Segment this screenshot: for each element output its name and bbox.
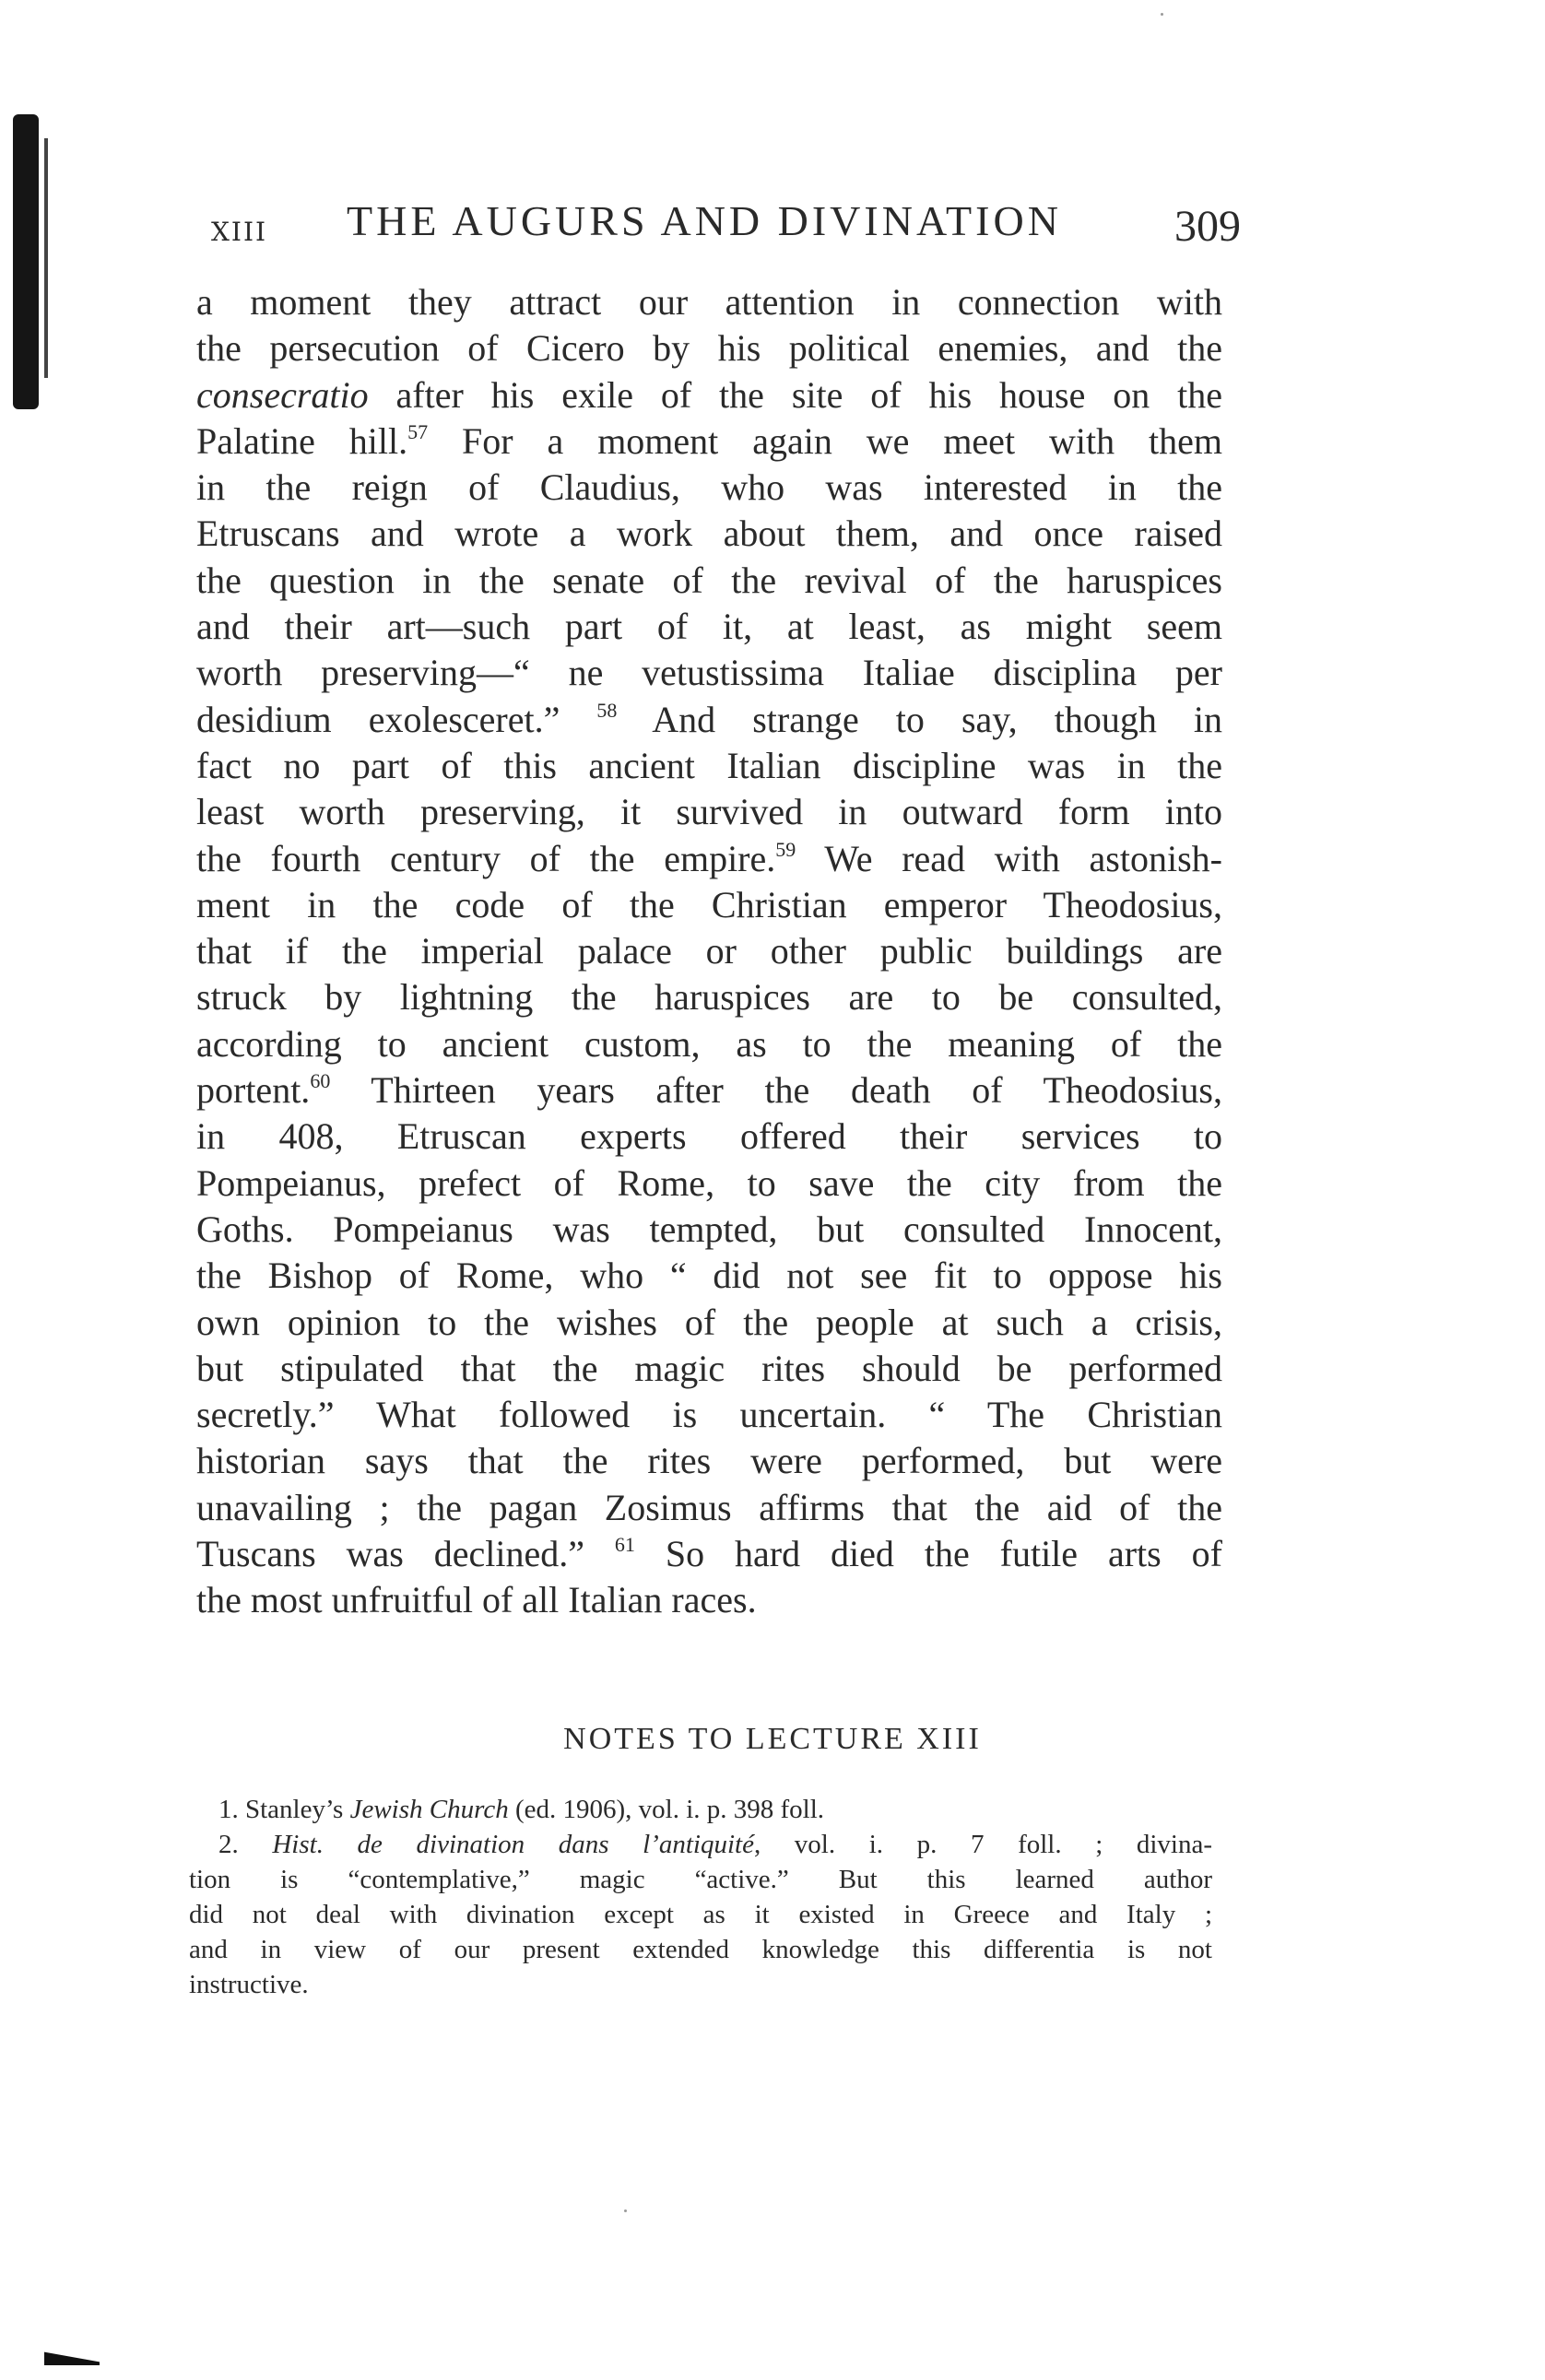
text-line bbox=[196, 1300, 1222, 1346]
line-text: and their art—such part of it, at least, as might seem bbox=[196, 606, 1222, 648]
note-number: 1. bbox=[218, 1795, 239, 1824]
line-text: the fourth century of the empire. bbox=[196, 837, 776, 879]
footnote-ref: 61 bbox=[614, 1533, 635, 1557]
line-text: portent. bbox=[196, 1069, 311, 1112]
running-head bbox=[211, 196, 1241, 261]
text-line bbox=[196, 697, 1222, 743]
text-line bbox=[196, 1531, 1222, 1577]
text-line bbox=[196, 743, 1222, 789]
line-text: own opinion to the wishes of the people at such a crisis, bbox=[196, 1301, 1222, 1343]
line-text: We read with astonish- bbox=[796, 837, 1222, 879]
line-text: worth preserving—“ ne vetustissima Italiae disciplina per bbox=[196, 652, 1222, 694]
line-text: unavailing ; the pagan Zosimus affirms that the aid of the bbox=[196, 1486, 1222, 1528]
text-line bbox=[196, 1253, 1222, 1299]
text-line bbox=[196, 1577, 1222, 1623]
note-title: Hist. de divination dans l’antiquité bbox=[272, 1830, 754, 1859]
line-text: So hard died the futile arts of bbox=[634, 1533, 1222, 1575]
notes-section bbox=[189, 1792, 1212, 2002]
paper-speck bbox=[624, 2209, 627, 2212]
paper-speck bbox=[1161, 13, 1163, 16]
line-text: For a moment again we meet with them bbox=[428, 419, 1222, 462]
notes-heading: NOTES TO LECTURE XIII bbox=[563, 1722, 982, 1756]
line-text: Tuscans was declined.” bbox=[196, 1533, 615, 1575]
footnote-ref: 59 bbox=[775, 837, 796, 861]
note-line: did not deal with divination except as it existed in Greece and Italy ; bbox=[189, 1900, 1212, 1929]
page-number: 309 bbox=[1174, 202, 1241, 251]
line-text: according to ancient custom, as to the meaning of the bbox=[196, 1022, 1222, 1065]
footnote-ref: 57 bbox=[407, 419, 429, 443]
text-line bbox=[196, 465, 1222, 511]
text-line bbox=[196, 836, 1222, 882]
line-text: the persecution of Cicero by his political enemies, and the bbox=[196, 327, 1222, 370]
note-number: 2. bbox=[218, 1830, 239, 1859]
note-line: instructive. bbox=[189, 1970, 309, 1999]
note-title: Jewish Church bbox=[349, 1795, 509, 1824]
text-line bbox=[196, 1485, 1222, 1531]
main-text bbox=[196, 279, 1222, 1624]
text-line bbox=[196, 1438, 1222, 1484]
note-line: and in view of our present extended knowledge this differentia is not bbox=[189, 1935, 1212, 1964]
page-title: THE AUGURS AND DIVINATION bbox=[347, 197, 1062, 244]
text-line bbox=[196, 1207, 1222, 1253]
note-line bbox=[189, 1827, 1212, 1862]
note-text: , vol. i. p. 7 foll. ; divina- bbox=[753, 1830, 1212, 1859]
line-text: the question in the senate of the revival of the haruspices bbox=[196, 559, 1222, 601]
note-2 bbox=[189, 1827, 1212, 2002]
line-text: a moment they attract our attention in connection with bbox=[196, 281, 1222, 323]
footnote-ref: 58 bbox=[596, 698, 618, 722]
line-text: Palatine hill. bbox=[196, 419, 408, 462]
line-text: secretly.” What followed is uncertain. “ The Christian bbox=[196, 1394, 1222, 1436]
text-line bbox=[196, 1113, 1222, 1160]
note-line: tion is “contemplative,” magic “active.” But this learned author bbox=[189, 1865, 1212, 1894]
line-text: the Bishop of Rome, who “ did not see fit to oppose his bbox=[196, 1255, 1222, 1297]
line-text: fact no part of this ancient Italian discipline was in the bbox=[196, 744, 1222, 786]
line-text: Pompeianus, prefect of Rome, to save the city from the bbox=[196, 1161, 1222, 1204]
line-text: that if the imperial palace or other public buildings are bbox=[196, 930, 1222, 972]
text-line bbox=[196, 372, 1222, 418]
line-text: but stipulated that the magic rites should be performed bbox=[196, 1347, 1222, 1389]
line-text: in 408, Etruscan experts offered their services to bbox=[196, 1115, 1222, 1158]
line-text: Goths. Pompeianus was tempted, but consulted Innocent, bbox=[196, 1208, 1222, 1250]
line-text: ment in the code of the Christian emperor Theodosius, bbox=[196, 883, 1222, 925]
text-line bbox=[196, 882, 1222, 928]
text-line bbox=[196, 418, 1222, 465]
line-text: Thirteen years after the death of Theodosius, bbox=[330, 1069, 1222, 1112]
note-text: (ed. 1906), vol. i. p. 398 foll. bbox=[508, 1795, 825, 1824]
line-text: after his exile of the site of his house on the bbox=[368, 373, 1222, 416]
note-1 bbox=[189, 1792, 1212, 1827]
page-corner-mark bbox=[44, 2349, 100, 2365]
text-line bbox=[196, 928, 1222, 974]
footnote-ref: 60 bbox=[310, 1069, 331, 1093]
note-text: Stanley’s bbox=[238, 1795, 350, 1824]
text-line bbox=[196, 1346, 1222, 1392]
text-line bbox=[196, 558, 1222, 604]
line-text: in the reign of Claudius, who was interested in the bbox=[196, 466, 1222, 509]
text-line bbox=[196, 604, 1222, 650]
text-line bbox=[196, 325, 1222, 371]
line-text: desidium exolesceret.” bbox=[196, 698, 597, 740]
line-text: least worth preserving, it survived in outward form into bbox=[196, 791, 1222, 833]
text-line bbox=[196, 789, 1222, 835]
note-line bbox=[189, 1792, 1212, 1827]
text-line bbox=[196, 511, 1222, 557]
text-line bbox=[196, 1392, 1222, 1438]
text-line bbox=[196, 1067, 1222, 1113]
text-line bbox=[196, 650, 1222, 696]
line-text: And strange to say, though in bbox=[617, 698, 1223, 740]
binding-shadow-line bbox=[44, 138, 48, 378]
line-text: the most unfruitful of all Italian races. bbox=[196, 1579, 757, 1621]
text-line bbox=[196, 279, 1222, 325]
italic-term: consecratio bbox=[196, 373, 369, 416]
text-line bbox=[196, 1021, 1222, 1067]
line-text: Etruscans and wrote a work about them, and once raised bbox=[196, 513, 1222, 555]
text-line bbox=[196, 974, 1222, 1020]
line-text: struck by lightning the haruspices are to be consulted, bbox=[196, 976, 1222, 1019]
line-text: historian says that the rites were performed, but were bbox=[196, 1440, 1222, 1482]
text-line bbox=[196, 1161, 1222, 1207]
binding-shadow bbox=[13, 114, 39, 409]
section-number: XIII bbox=[211, 217, 268, 247]
